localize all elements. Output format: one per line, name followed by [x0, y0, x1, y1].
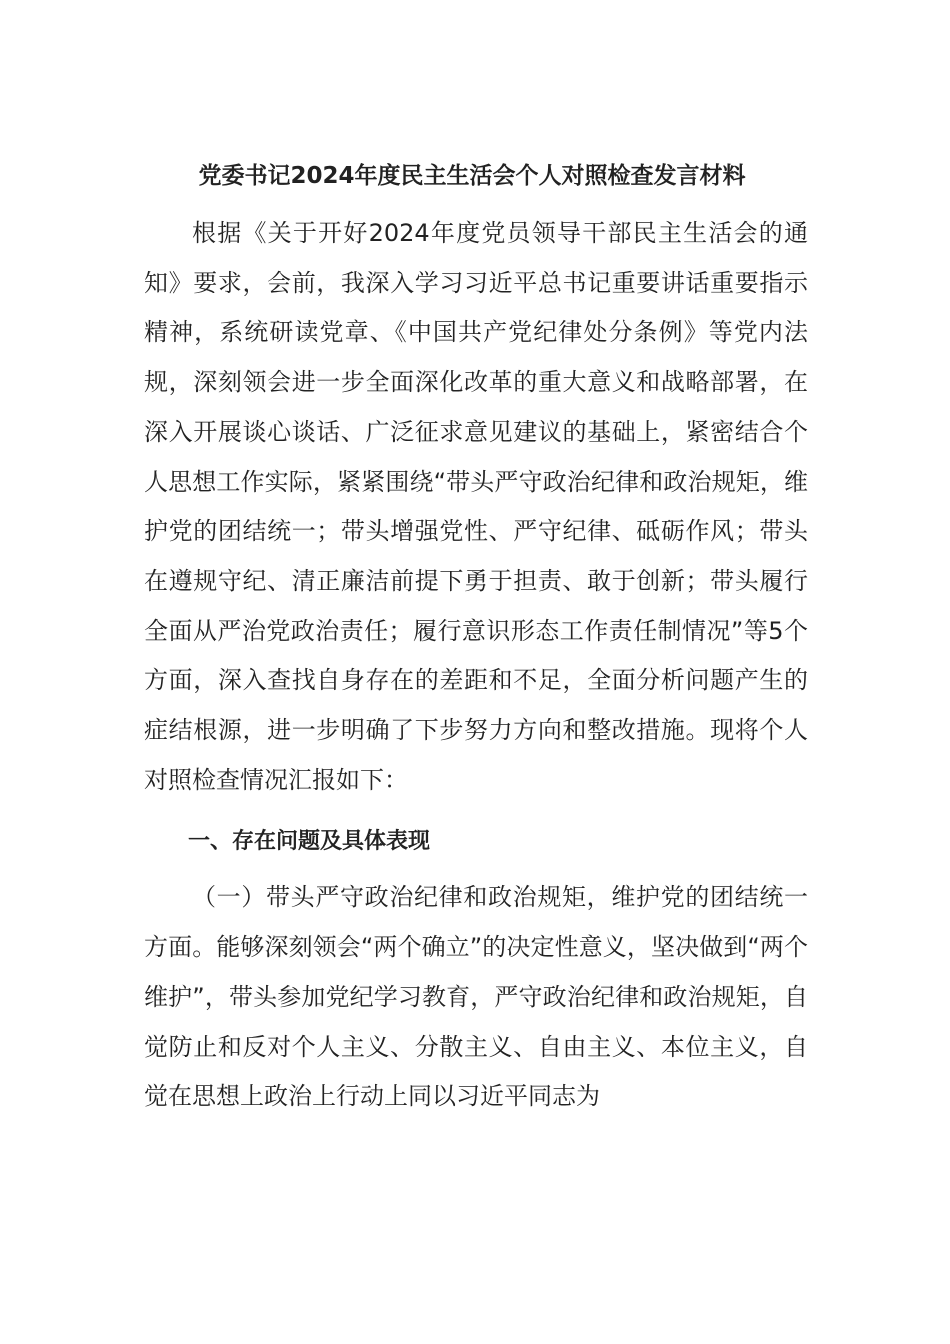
intro-paragraph: 根据《关于开好2024年度党员领导干部民主生活会的通知》要求，会前，我深入学习习近平总书记重要讲话重要指示精神，系统研读党章、《中国共产党纪律处分条例》等党内法规，深刻领会进一步全面深化改革的重大意义和战略部署，在深入开展谈心谈话、广泛征求意见建议的基础上，紧密结合个人思想工作实际，紧紧围绕“带头严守政治纪律和政治规矩，维护党的团结统一；带头增强党性、严守纪律、砥砺作风；带头在遵规守纪、清正廉洁前提下勇于担责、敢于创新；带头履行全面从严治党政治责任；履行意识形态工作责任制情况”等5个方面，深入查找自身存在的差距和不足，全面分析问题产生的症结根源，进一步明确了下步努力方向和整改措施。现将个人对照检查情况汇报如下：	[144, 219, 808, 794]
section-paragraph: （一）带头严守政治纪律和政治规矩，维护党的团结统一方面。能够深刻领会“两个确立”的决定性意义，坚决做到“两个维护”，带头参加党纪学习教育，严守政治纪律和政治规矩，自觉防止和反对个人主义、分散主义、自由主义、本位主义，自觉在思想上政治上行动上同以习近平同志为	[144, 883, 808, 1111]
document-body	[144, 152, 808, 1122]
document-title: 党委书记2024年度民主生活会个人对照检查发言材料	[198, 163, 746, 189]
section-heading: 一、存在问题及具体表现	[188, 829, 431, 855]
